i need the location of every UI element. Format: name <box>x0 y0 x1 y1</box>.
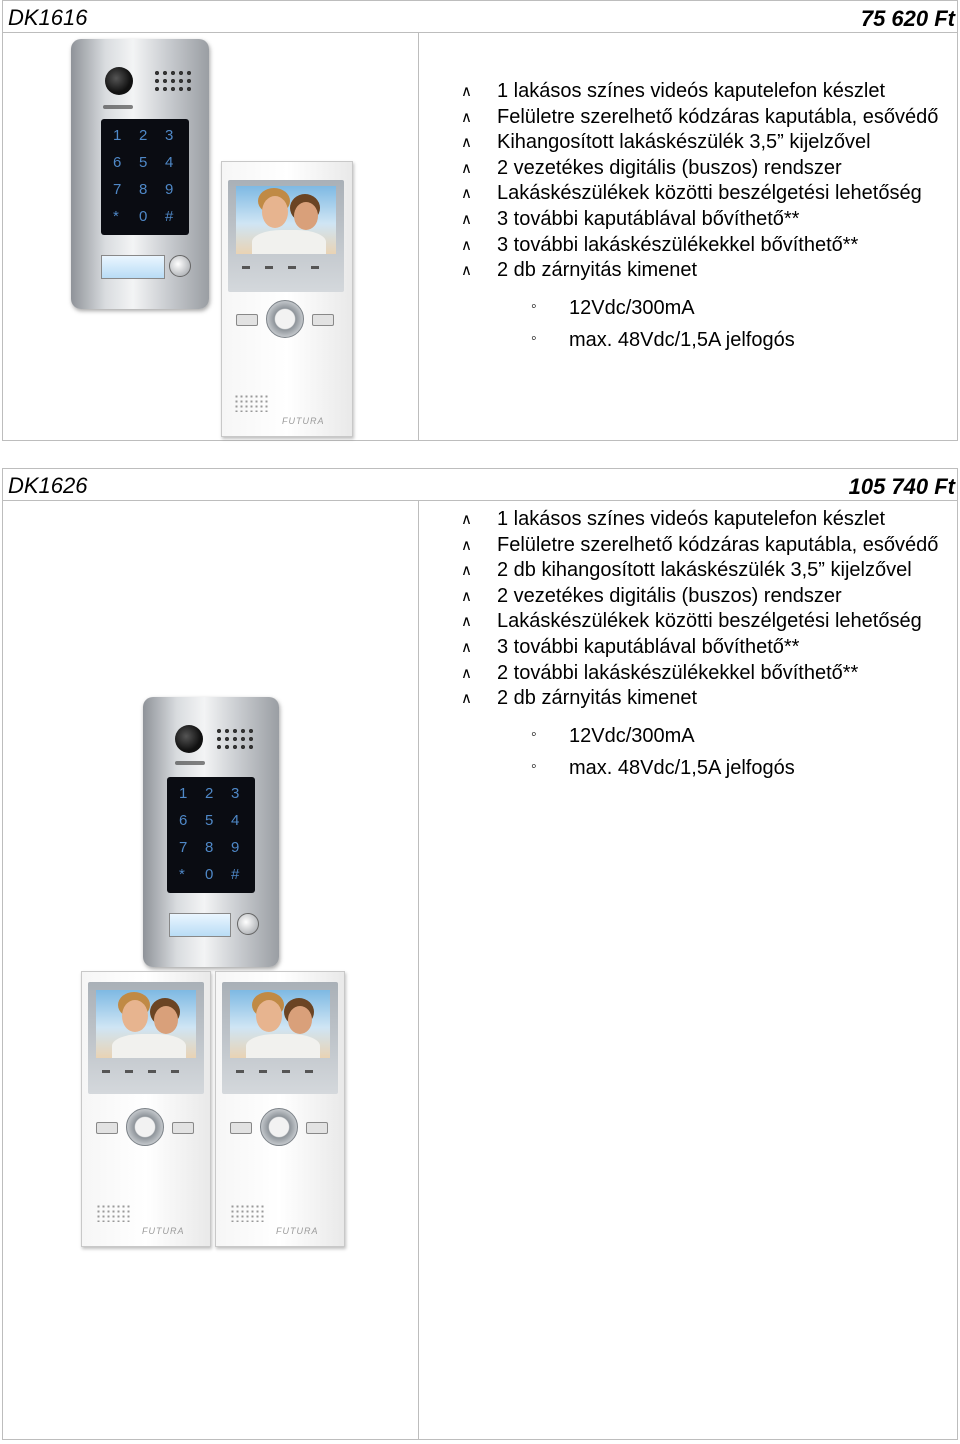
caret-bullet-icon: ∧ <box>461 262 472 280</box>
call-button <box>237 913 259 935</box>
monitor-speaker <box>234 394 268 412</box>
status-led-bar <box>103 105 133 109</box>
door-panel <box>71 39 209 309</box>
feature-text: Lakáskészülékek közötti beszélgetési lehetőség <box>497 610 922 633</box>
keypad-key: # <box>231 866 240 883</box>
keypad-key: 5 <box>139 154 148 171</box>
output-spec-text: 12Vdc/300mA <box>569 724 695 747</box>
keypad-key: 0 <box>205 866 214 883</box>
output-spec-text: max. 48Vdc/1,5A jelfogós <box>569 329 795 352</box>
caret-bullet-icon: ∧ <box>461 690 472 708</box>
indoor-monitor <box>221 161 353 437</box>
keypad-key: 3 <box>231 785 240 802</box>
keypad-key: 3 <box>165 127 174 144</box>
feature-text: 3 további lakáskészülékekkel bővíthető** <box>497 233 859 256</box>
name-tag <box>101 255 165 279</box>
caret-bullet-icon: ∧ <box>461 83 472 100</box>
nav-wheel <box>260 1108 298 1146</box>
feature-text: 2 vezetékes digitális (buszos) rendszer <box>497 584 842 607</box>
output-spec-list <box>497 292 960 357</box>
feature-text: 2 db kihangosított lakáskészülék 3,5” kijelzővel <box>497 559 912 582</box>
keypad-key: * <box>179 866 185 883</box>
brand-logo: FUTURA <box>282 416 325 426</box>
feature-item <box>461 79 960 105</box>
monitor-speaker <box>230 1204 264 1222</box>
caret-bullet-icon: ∧ <box>461 236 472 254</box>
output-spec-text: max. 48Vdc/1,5A jelfogós <box>569 757 795 780</box>
keypad-key: 6 <box>179 812 188 829</box>
keypad-key: 7 <box>113 181 122 198</box>
keypad-key: 1 <box>113 127 122 144</box>
caret-bullet-icon: ∧ <box>461 638 472 656</box>
speaker-grill <box>215 727 255 751</box>
feature-item <box>461 156 960 182</box>
brand-logo: FUTURA <box>276 1226 319 1236</box>
feature-text: 2 további lakáskészülékekkel bővíthető** <box>497 661 859 684</box>
column-divider <box>418 33 419 440</box>
function-icons <box>242 266 334 269</box>
keypad-key: 4 <box>165 154 174 171</box>
product-code: DK1626 <box>8 473 88 498</box>
feature-item <box>461 533 960 559</box>
feature-text: 2 db zárnyitás kimenet <box>497 259 698 282</box>
caret-bullet-icon: ∧ <box>461 536 472 554</box>
circle-bullet-icon: ◦ <box>531 725 537 743</box>
caret-bullet-icon: ∧ <box>461 511 472 528</box>
feature-text: Lakáskészülékek közötti beszélgetési lehetőség <box>497 182 922 205</box>
feature-text: 1 lakásos színes videós kaputelefon készlet <box>497 508 885 530</box>
nav-wheel <box>266 300 304 338</box>
keypad <box>101 119 189 235</box>
monitor-button <box>172 1122 194 1134</box>
circle-bullet-icon: ◦ <box>531 330 537 348</box>
feature-item <box>461 130 960 156</box>
keypad-key: 4 <box>231 812 240 829</box>
caret-bullet-icon: ∧ <box>461 613 472 631</box>
call-button <box>169 255 191 277</box>
feature-text: 3 további kaputáblával bővíthető** <box>497 207 800 230</box>
feature-list <box>461 79 960 357</box>
product-price: 105 740 Ft <box>848 474 955 499</box>
caret-bullet-icon: ∧ <box>461 664 472 682</box>
output-spec-list <box>497 720 960 785</box>
keypad-key: 2 <box>205 785 214 802</box>
keypad-key: 7 <box>179 839 188 856</box>
caret-bullet-icon: ∧ <box>461 587 472 605</box>
product-header <box>3 469 957 501</box>
column-divider <box>418 501 419 1439</box>
feature-item <box>461 181 960 207</box>
keypad <box>167 777 255 893</box>
feature-item <box>461 507 960 533</box>
feature-item <box>461 584 960 610</box>
keypad-key: 1 <box>179 785 188 802</box>
keypad-key: 9 <box>165 181 174 198</box>
feature-item <box>461 233 960 259</box>
feature-item <box>461 609 960 635</box>
keypad-key: 8 <box>205 839 214 856</box>
keypad-key: 9 <box>231 839 240 856</box>
feature-text: 2 db zárnyitás kimenet <box>497 687 698 710</box>
feature-item <box>461 635 960 661</box>
product-image <box>79 695 349 1275</box>
output-spec-item <box>497 324 960 357</box>
status-led-bar <box>175 761 205 765</box>
keypad-key: # <box>165 208 174 225</box>
caret-bullet-icon: ∧ <box>461 185 472 203</box>
feature-item <box>461 686 960 785</box>
feature-text: 3 további kaputáblával bővíthető** <box>497 635 800 658</box>
nav-wheel <box>126 1108 164 1146</box>
product-price: 75 620 Ft <box>860 6 955 31</box>
indoor-monitor <box>215 971 345 1247</box>
feature-item <box>461 105 960 131</box>
monitor-screen <box>230 990 330 1058</box>
feature-text: 1 lakásos színes videós kaputelefon készlet <box>497 80 885 102</box>
feature-item <box>461 558 960 584</box>
keypad-key: 5 <box>205 812 214 829</box>
function-icons <box>102 1070 194 1073</box>
speaker-grill <box>153 69 193 93</box>
camera-lens <box>175 725 203 753</box>
keypad-key: 2 <box>139 127 148 144</box>
function-icons <box>236 1070 328 1073</box>
monitor-screen <box>236 186 336 254</box>
talk-button <box>236 314 258 326</box>
monitor-button <box>306 1122 328 1134</box>
feature-text: Felületre szerelhető kódzáras kaputábla, esővédő <box>497 533 939 556</box>
caret-bullet-icon: ∧ <box>461 210 472 228</box>
keypad-key: 8 <box>139 181 148 198</box>
keypad-key: * <box>113 208 119 225</box>
output-spec-item <box>497 752 960 785</box>
product-image <box>67 39 357 439</box>
caret-bullet-icon: ∧ <box>461 562 472 580</box>
circle-bullet-icon: ◦ <box>531 758 537 776</box>
talk-button <box>96 1122 118 1134</box>
circle-bullet-icon: ◦ <box>531 297 537 315</box>
talk-button <box>230 1122 252 1134</box>
feature-text: Felületre szerelhető kódzáras kaputábla, esővédő <box>497 105 939 128</box>
feature-item <box>461 661 960 687</box>
feature-list <box>461 507 960 785</box>
product-dk1616 <box>2 0 958 441</box>
monitor-button <box>312 314 334 326</box>
product-code: DK1616 <box>8 5 88 30</box>
keypad-key: 6 <box>113 154 122 171</box>
caret-bullet-icon: ∧ <box>461 159 472 177</box>
product-dk1626 <box>2 468 958 1440</box>
output-spec-item <box>497 720 960 753</box>
feature-item <box>461 207 960 233</box>
output-spec-text: 12Vdc/300mA <box>569 296 695 319</box>
feature-text: 2 vezetékes digitális (buszos) rendszer <box>497 156 842 179</box>
product-header <box>3 1 957 33</box>
name-tag <box>169 913 231 937</box>
door-panel <box>143 697 279 967</box>
feature-item <box>461 258 960 357</box>
camera-lens <box>105 67 133 95</box>
caret-bullet-icon: ∧ <box>461 108 472 126</box>
monitor-speaker <box>96 1204 130 1222</box>
brand-logo: FUTURA <box>142 1226 185 1236</box>
keypad-key: 0 <box>139 208 148 225</box>
caret-bullet-icon: ∧ <box>461 134 472 152</box>
output-spec-item <box>497 292 960 325</box>
monitor-screen <box>96 990 196 1058</box>
indoor-monitor <box>81 971 211 1247</box>
feature-text: Kihangosított lakáskészülék 3,5” kijelzővel <box>497 131 871 154</box>
